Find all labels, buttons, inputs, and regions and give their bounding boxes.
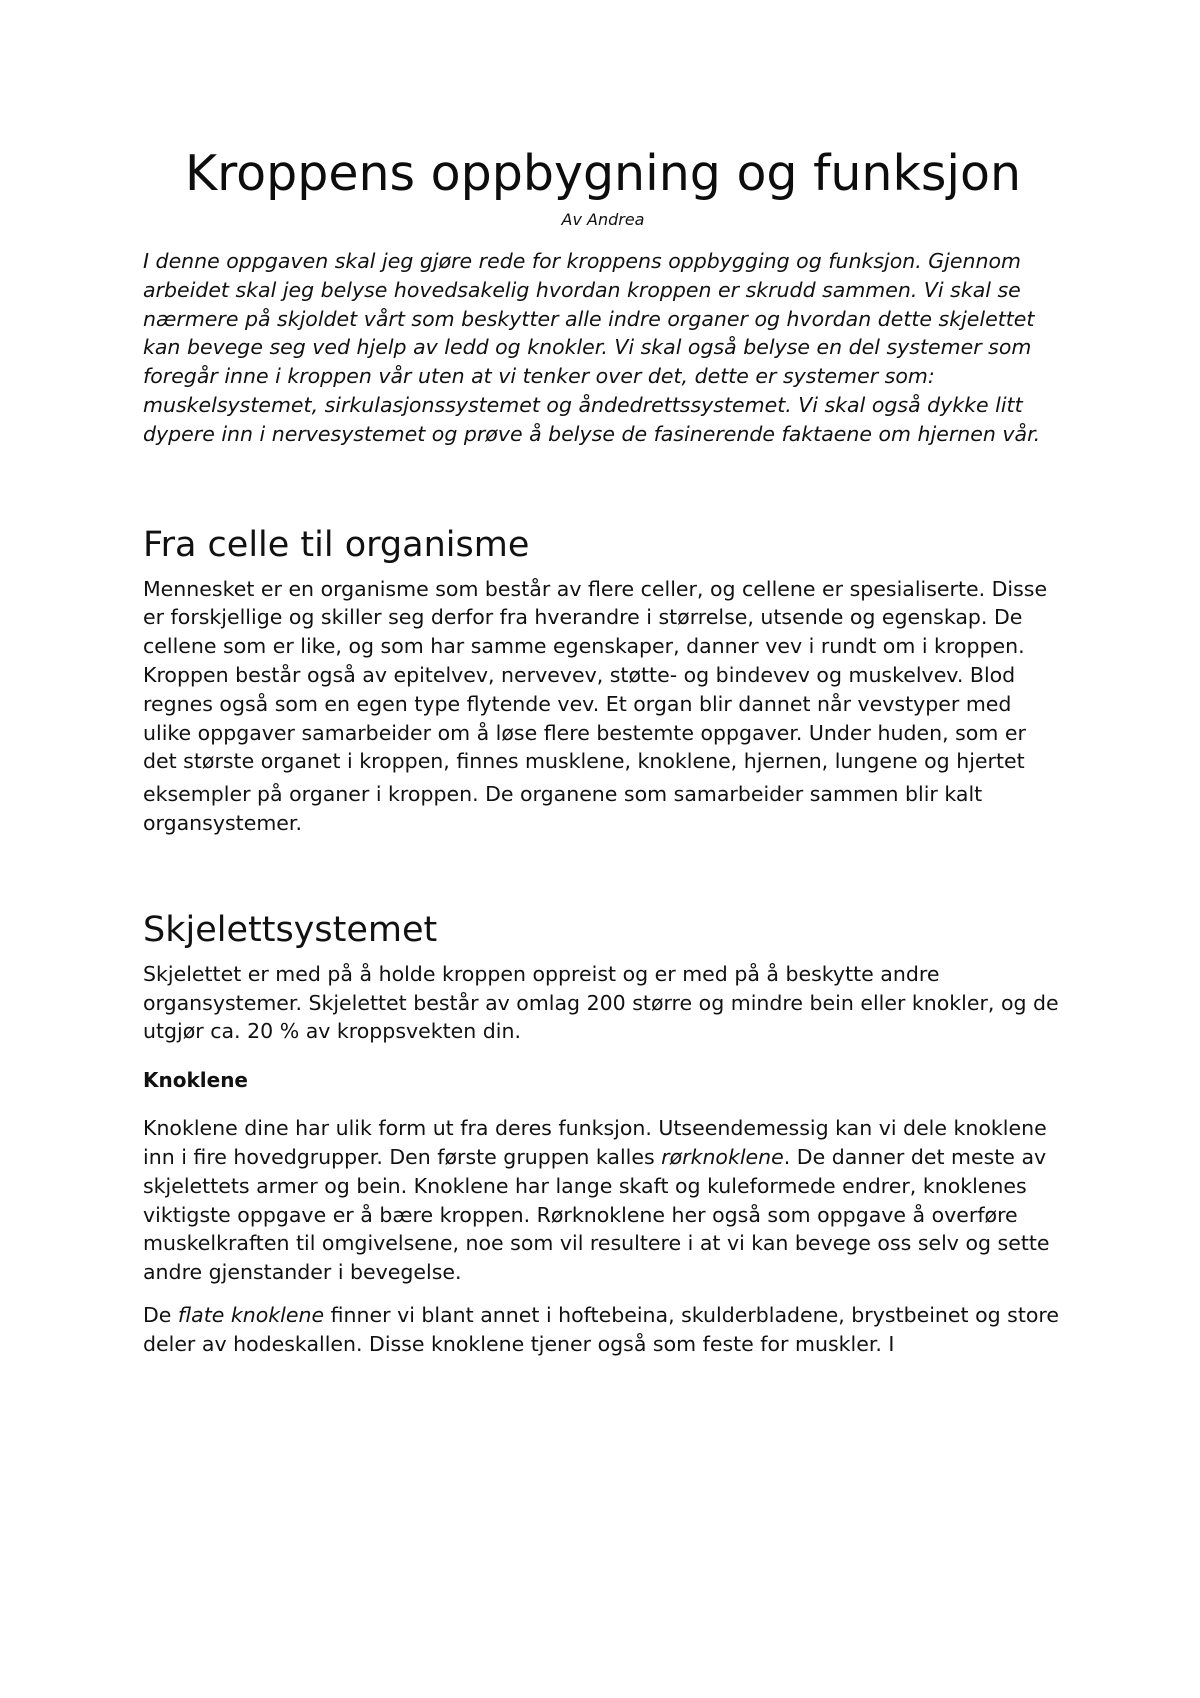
section2-paragraph-1: Skjelettet er med på å holde kroppen oppreist og er med på å beskytte andre organsystemer. Skjelettet består av omlag 200 større og mindre bein eller knokler, og de utgjør ca. 20 % av kroppsvekten din. <box>143 961 1059 1044</box>
section-heading-skjelettsystemet: Skjelettsystemet <box>143 909 438 950</box>
paragraph-text: . De danner det meste av skjelettets armer og bein. Knoklene har lange skaft og kuleformede endrer, knoklenes viktigste oppgave er å bære kroppen. Rørknoklene her også som oppgave å overføre muskelkraften til omgivelsene, noe som vil resultere i at vi kan bevege oss selv og sette andre gjenstander i bevegelse. <box>143 1144 1050 1285</box>
paragraph-text: De <box>143 1302 178 1327</box>
document-author: Av Andrea <box>561 210 645 229</box>
document-page <box>143 140 1063 1359</box>
intro-paragraph: I denne oppgaven skal jeg gjøre rede for kroppens oppbygging og funksjon. Gjennom arbeidet skal jeg belyse hovedsakelig hvordan kroppen er skrudd sammen. Vi skal se nærmere på skjoldet vårt som beskytter alle indre organer og hvordan dette skjelettet kan bevege seg ved hjelp av ledd og knokler. Vi skal også belyse en del systemer som foregår inne i kroppen vår uten at vi tenker over det, dette er systemer som: muskelsystemet, sirkulasjonssystemet og åndedrettssystemet. Vi skal også dykke litt dypere inn i nervesystemet og prøve å belyse de fasinerende faktaene om hjernen vår. <box>143 249 1041 446</box>
subheading-knoklene: Knoklene <box>143 1068 248 1093</box>
section2-paragraph-2 <box>143 1114 1063 1287</box>
emphasis-flate-knoklene: flate knoklene <box>177 1302 325 1327</box>
section2-paragraph-3 <box>143 1301 1063 1359</box>
section-heading-fra-celle: Fra celle til organisme <box>143 524 530 565</box>
document-title: Kroppens oppbygning og funksjon <box>184 145 1022 202</box>
paragraph-text: Knoklene dine har ulik form ut fra deres funksjon. Utseendemessig kan vi dele knoklene inn i fire hovedgrupper. Den første gruppen kalles <box>143 1116 1047 1169</box>
emphasis-rorknoklene: rørknoklene <box>661 1144 784 1169</box>
section1-paragraph-1: Mennesket er en organisme som består av flere celler, og cellene er spesialiserte. Disse er forskjellige og skiller seg derfor fra hverandre i størrelse, utsende og egenskap. De cellene som er like, og som har samme egenskaper, danner vev i rundt om i kroppen. Kroppen består også av epitelvev, nervevev, støtte- og bindevev og muskelvev. Blod regnes også som en egen type flytende vev. Et organ blir dannet når vevstyper med ulike oppgaver samarbeider om å løse flere bestemte oppgaver. Under huden, som er det største organet i kroppen, finnes musklene, knoklene, hjernen, lungene og hjertet <box>143 576 1048 774</box>
paragraph-text: finner vi blant annet i hoftebeina, skulderbladene, brystbeinet og store deler av hodeskallen. Disse knoklene tjener også som feste for muskler. I <box>143 1302 1059 1356</box>
section1-paragraph-2: eksempler på organer i kroppen. De organene som samarbeider sammen blir kalt organsystemer. <box>143 782 983 835</box>
